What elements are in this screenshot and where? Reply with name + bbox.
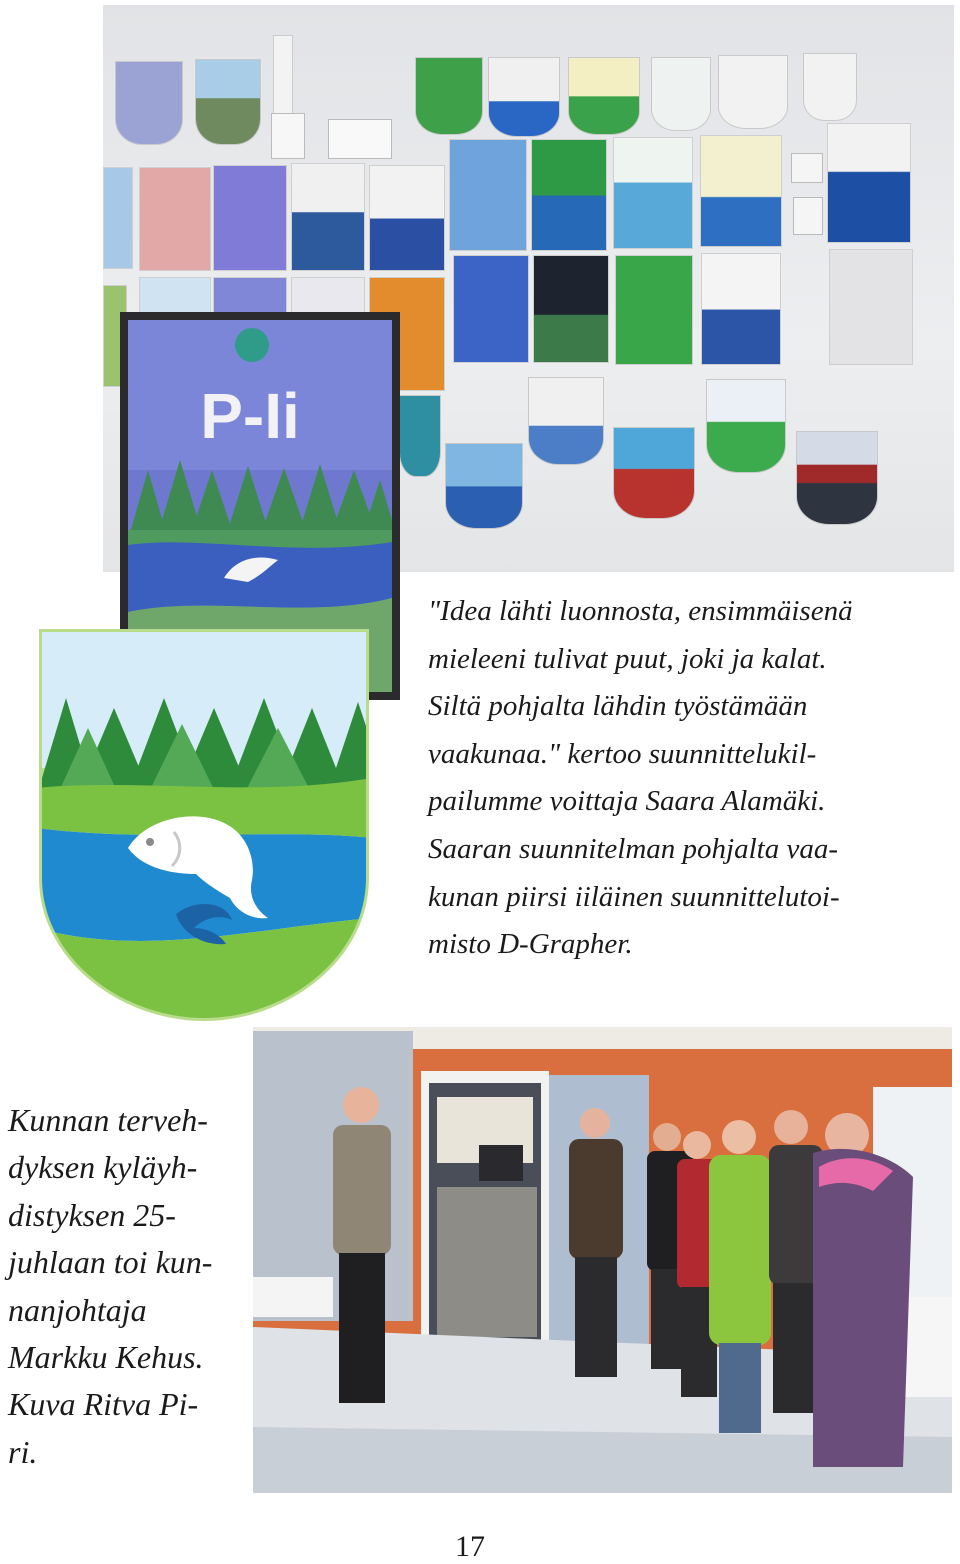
wall-drawing <box>115 61 183 145</box>
caption-line: ri. <box>8 1433 38 1470</box>
wall-drawing <box>445 443 523 529</box>
caption-line: juhlaan toi kun- <box>8 1244 213 1281</box>
wall-drawing <box>700 135 782 247</box>
wall-drawing <box>213 165 287 271</box>
quote-line: Siltä pohjalta lähdin työstämään <box>428 690 808 723</box>
quote-line: kunan piirsi iiläinen suunnittelutoi- <box>428 880 840 913</box>
quote-line: Saaran suunnitelman pohjalta vaa- <box>428 832 839 865</box>
quote-line: misto D-Grapher. <box>428 928 633 961</box>
coat-of-arms <box>36 628 372 1022</box>
wall-drawing <box>829 249 913 365</box>
caption-line: nanjohtaja <box>8 1291 147 1328</box>
wall-drawing <box>449 139 527 251</box>
wall-drawing <box>369 165 445 271</box>
quote-line: mieleeni tulivat puut, joki ja kalat. <box>428 642 827 675</box>
caption-line: distyksen 25- <box>8 1196 176 1233</box>
caption-line: Kunnan terveh- <box>8 1102 208 1138</box>
electrical-box <box>271 113 305 159</box>
wall-drawing <box>827 123 911 243</box>
wall-drawing <box>415 57 483 135</box>
wall-drawing <box>533 255 609 363</box>
person <box>569 1108 623 1377</box>
wall-socket <box>791 153 823 183</box>
caption-line: Kuva Ritva Pi- <box>8 1386 199 1423</box>
caption-line: Markku Kehus. <box>8 1339 204 1376</box>
wall-drawing <box>531 139 607 251</box>
quote-line: vaakunaa." kertoo suunnittelukil- <box>428 737 817 770</box>
wall-drawing <box>453 255 529 363</box>
wall-drawing <box>613 427 695 519</box>
wall-drawing <box>706 379 786 473</box>
wall-drawing <box>528 377 604 465</box>
quote-line: "Idea lähti luonnosta, ensimmäisenä <box>428 595 853 627</box>
wall-drawing <box>803 53 857 121</box>
wall-drawing <box>613 137 693 249</box>
wall-socket <box>793 197 823 235</box>
photo-caption <box>8 1097 248 1476</box>
drawing-river <box>128 542 392 612</box>
wall-drawing <box>701 253 781 365</box>
event-photo <box>253 1027 952 1493</box>
wall-drawing <box>399 395 441 477</box>
wall-drawing <box>488 57 560 137</box>
drawing-title: P-Ii <box>200 380 300 452</box>
caption-line: dyksen kyläyh- <box>8 1149 198 1186</box>
wall-drawing <box>796 431 878 525</box>
wall-drawing <box>651 57 711 131</box>
quote-paragraph <box>428 588 948 969</box>
wall-drawing <box>568 57 640 135</box>
person-speaker <box>333 1087 391 1403</box>
wall-drawing <box>139 167 211 271</box>
quote-line: pailumme voittaja Saara Alamäki. <box>428 785 826 818</box>
wall-drawing <box>195 59 261 145</box>
green-circle <box>235 328 269 362</box>
wall-drawing <box>103 167 133 269</box>
wall-drawing <box>291 163 365 271</box>
thermostat <box>328 119 392 159</box>
page-number: 17 <box>455 1530 485 1563</box>
person <box>813 1113 913 1467</box>
wall-drawing <box>615 255 693 365</box>
wall-drawing <box>718 55 788 129</box>
